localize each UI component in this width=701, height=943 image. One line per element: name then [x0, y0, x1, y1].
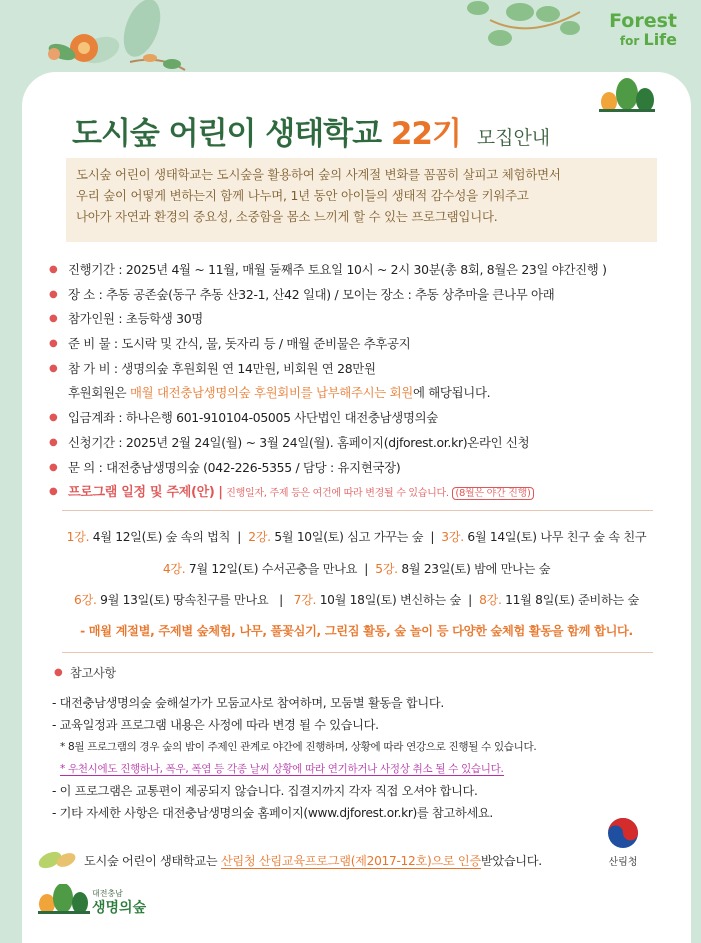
bullet-icon: ● — [49, 264, 58, 275]
note-item: - 기타 자세한 사항은 대전충남생명의숲 홈페이지(www.djforest.or.kr)를 참고하세요. — [52, 806, 493, 820]
bullet-icon: ● — [49, 486, 58, 498]
bullet-icon: ● — [49, 461, 58, 473]
info-place: ● 장 소 : 추동 공존숲(동구 추동 산32-1, 산42 일대) / 모이는 장소 : 추동 상추마을 큰나무 아래 — [44, 283, 664, 308]
info-prep: ● 준 비 물 : 도시락 및 간식, 물, 돗자리 등 / 매월 준비물은 추후공지 — [44, 332, 664, 357]
tree-logo-icon — [599, 78, 655, 112]
schedule-row-2: 4강. 7월 12일(토) 수서곤충을 만나요 | 5강. 8월 23일(토) 밤에 만나는 숲 — [162, 562, 551, 576]
intro-line: 나아가 자연과 환경의 중요성, 소중함을 몸소 느끼게 할 수 있는 프로그램입니다. — [76, 209, 498, 224]
info-list — [44, 258, 664, 505]
forest-for-life-brand — [609, 12, 677, 49]
org-logo-text: 대전충남 생명의숲 — [92, 889, 147, 916]
note-item-weather: * 우천시에도 진행하나, 폭우, 폭염 등 각종 날씨 상황에 따라 연기하거나 사정상 취소 될 수 있습니다. — [60, 763, 504, 775]
notes-section — [52, 662, 672, 824]
bullet-icon: ● — [49, 288, 58, 300]
bullet-icon: ● — [49, 412, 58, 424]
schedule-heading: 프로그램 일정 및 주제(안) — [68, 485, 215, 501]
decorative-leaves — [0, 0, 701, 80]
schedule-note-pill: (8월은 야간 진행) — [452, 487, 533, 500]
schedule-row-1: 1강. 4월 12일(토) 숲 속의 법칙 | 2강. 5월 10일(토) 심고 가꾸는 숲 | 3강. 6월 14일(토) 나무 친구 숲 속 친구 — [66, 530, 647, 544]
certification-text: 도시숲 어린이 생태학교는 산림청 산림교육프로그램(제2017-12호)으로 인증받았습니다. — [84, 854, 542, 868]
divider — [62, 510, 653, 511]
info-member: 후원회원은 매월 대전충남생명의숲 후원회비를 납부해주시는 회원에 해당됩니다. — [68, 385, 491, 401]
bullet-icon: ● — [54, 667, 63, 678]
bullet-icon: ● — [49, 362, 58, 374]
brand-line2: for Life — [619, 29, 677, 49]
info-contact: ● 문 의 : 대전충남생명의숲 (042-226-5355 / 담당 : 유지현국장) — [44, 456, 664, 481]
intro-line: 도시숲 어린이 생태학교는 도시숲을 활용하여 숲의 사계절 변화를 꼼꼼히 살피고 체험하면서 — [76, 167, 561, 182]
notes-heading: ● 참고사항 — [52, 662, 672, 684]
schedule-heading-row: ● 프로그램 일정 및 주제(안) | 진행일자, 주제 등은 여건에 따라 변경될 수 있습니다. (8월은 야간 진행) — [44, 480, 664, 505]
intro-line: 우리 숲이 어떻게 변하는지 함께 나누며, 1년 동안 아이들의 생태적 감수성을 키워주고 — [76, 188, 529, 203]
taegeuk-icon — [606, 816, 640, 850]
bullet-icon: ● — [49, 338, 58, 350]
note-item: - 이 프로그램은 교통편이 제공되지 않습니다. 집결지까지 각자 직접 오셔야 합니다. — [52, 784, 478, 798]
leaf-icon — [36, 848, 78, 872]
cohort-number: 22기 — [390, 116, 461, 152]
schedule-row-3: 6강. 9월 13일(토) 땅속친구를 만나요 | 7강. 10월 18일(토) 변신하는 숲 | 8강. 11월 8일(토) 준비하는 숲 — [74, 593, 639, 607]
info-period: ● 진행기간 : 2025년 4월 ~ 11월, 매월 둘째주 토요일 10시 ~ 2시 30분(총 8회, 8월은 23일 야간진행 ) — [44, 258, 664, 283]
info-account: ● 입금계좌 : 하나은행 601-910104-05005 사단법인 대전충남생명의숲 — [44, 406, 664, 431]
poster-card — [22, 72, 691, 943]
info-apply: ● 신청기간 : 2025년 2월 24일(월) ~ 3월 24일(월). 홈페이지(djforest.or.kr)온라인 신청 — [44, 431, 664, 456]
note-item: - 대전충남생명의숲 숲해설가가 모둠교사로 참여하며, 모둠별 활동을 합니다. — [52, 696, 444, 710]
korea-forest-service-emblem — [606, 816, 640, 868]
intro-box — [66, 158, 657, 242]
info-target: ● 참가인원 : 초등학생 30명 — [44, 307, 664, 332]
page-title: 도시숲 어린이 생태학교 22기 모집안내 — [72, 116, 551, 152]
divider — [62, 652, 653, 653]
note-item: * 8월 프로그램의 경우 숲의 밤이 주제인 관계로 야간에 진행하며, 상황에 따라 연강으로 진행될 수 있습니다. — [60, 741, 537, 753]
bullet-icon: ● — [49, 436, 58, 448]
schedule-all: - 매월 계절별, 주제별 숲체험, 나무, 풀꽃심기, 그린짐 활동, 숲 놀이 등 다양한 숲체험 활동을 함께 합니다. — [80, 624, 633, 638]
schedule-note: 진행일자, 주제 등은 여건에 따라 변경될 수 있습니다. — [226, 488, 449, 500]
tree-logo-icon — [38, 884, 90, 914]
note-item: - 교육일정과 프로그램 내용은 사정에 따라 변경 될 수 있습니다. — [52, 718, 379, 732]
bullet-icon: ● — [49, 313, 58, 325]
title-suffix: 모집안내 — [476, 127, 551, 149]
brand-line1: Forest — [609, 10, 677, 32]
info-fee: ● 참 가 비 : 생명의숲 후원회원 연 14만원, 비회원 연 28만원 — [44, 357, 664, 382]
emblem-label: 산림청 — [608, 857, 638, 868]
